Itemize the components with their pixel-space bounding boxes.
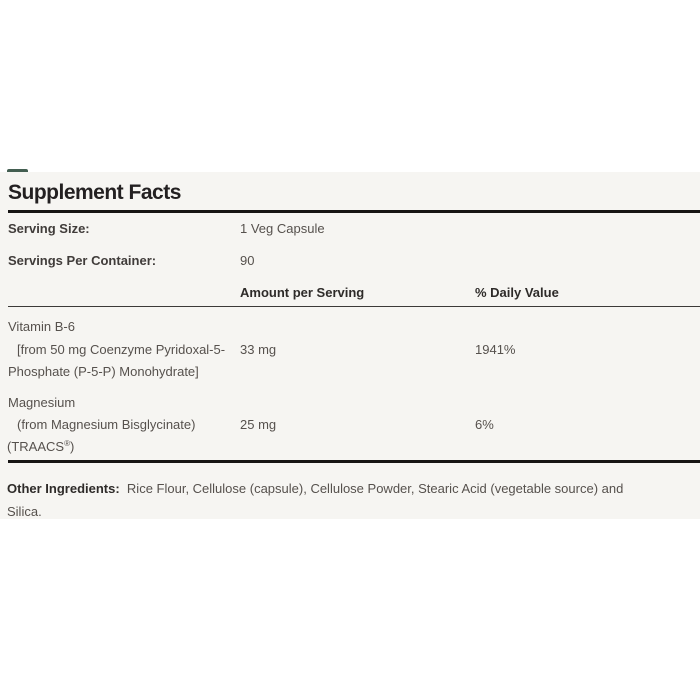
traacs-text: (TRAACS [7,439,65,454]
column-header-daily-value: % Daily Value [475,285,559,300]
other-ingredients-line2: Silica. [7,504,42,519]
traacs-close-paren: ) [69,439,75,454]
panel-title: Supplement Facts [8,181,181,204]
nutrient-magnesium-trademark-line [7,439,74,454]
other-ingredients-label: Other Ingredients: [7,481,120,496]
nutrient-vitamin-b6-name: Vitamin B-6 [8,319,75,334]
other-ingredients-text: Rice Flour, Cellulose (capsule), Cellulose Powder, Stearic Acid (vegetable source) and [126,481,624,496]
nutrient-vitamin-b6-amount: 33 mg [240,342,277,357]
nutrient-vitamin-b6-daily-value: 1941% [475,342,516,357]
nutrient-vitamin-b6-source-line2: Phosphate (P-5-P) Monohydrate] [8,364,199,379]
nutrient-magnesium-amount: 25 mg [240,417,277,432]
servings-per-container-label: Servings Per Container: [8,253,157,268]
nutrient-magnesium-name: Magnesium [8,395,76,410]
divider-thick-top [8,210,700,213]
column-header-amount: Amount per Serving [240,285,365,300]
serving-size-label: Serving Size: [8,221,90,236]
servings-per-container-value: 90 [240,253,255,268]
serving-size-value: 1 Veg Capsule [240,221,325,236]
nutrient-vitamin-b6-source-line1: [from 50 mg Coenzyme Pyridoxal-5- [17,342,226,357]
registered-trademark-symbol: ® [64,439,70,448]
divider-thin-header [8,306,700,307]
other-ingredients-line1 [7,481,623,496]
nutrient-magnesium-source-line1: (from Magnesium Bisglycinate) [17,417,196,432]
divider-thick-bottom [8,460,700,463]
nutrient-magnesium-daily-value: 6% [475,417,494,432]
